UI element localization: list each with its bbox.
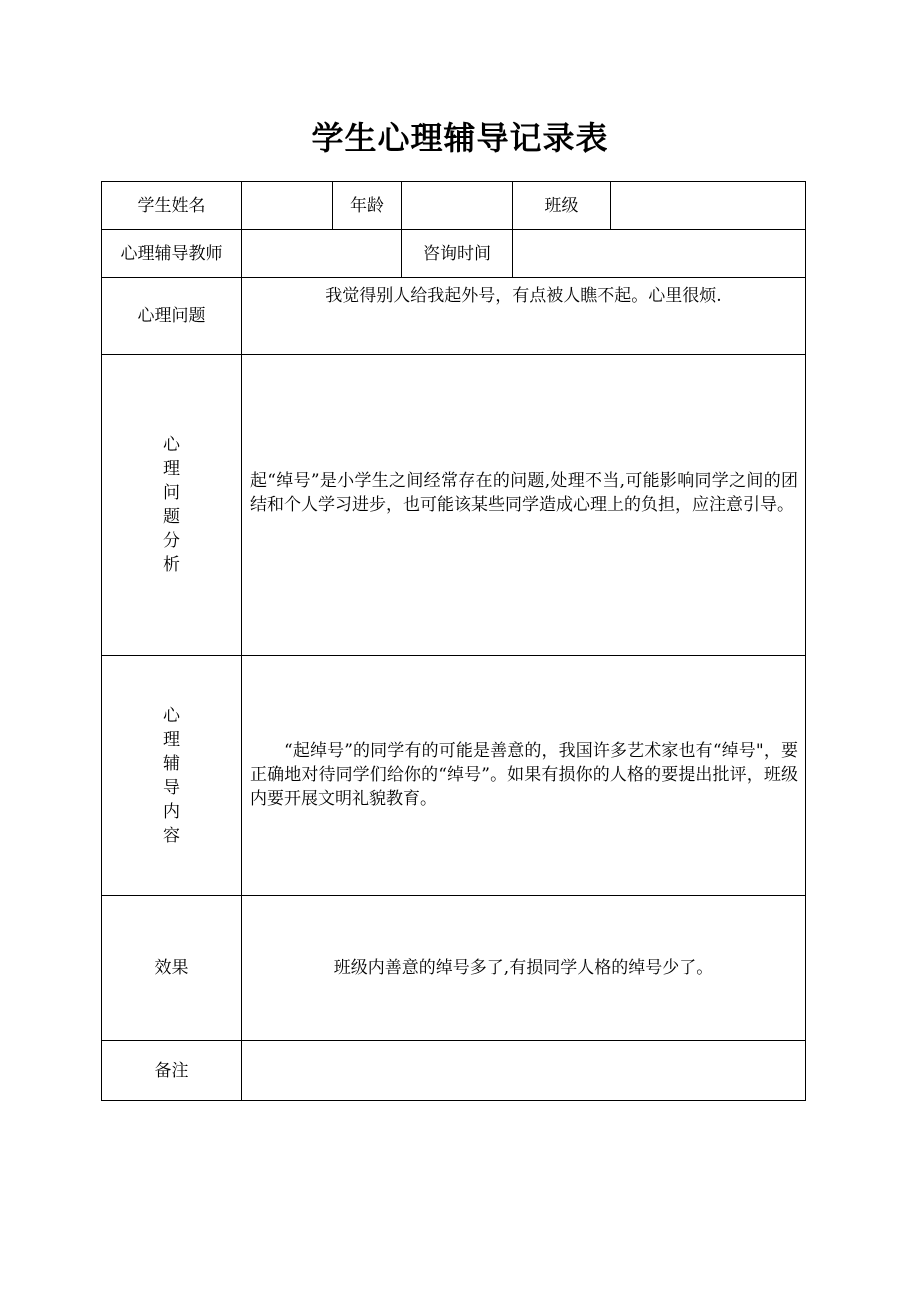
analysis-label-char: 析: [163, 555, 180, 575]
problem-label: 心理问题: [137, 306, 206, 326]
effect-label: 效果: [154, 958, 189, 978]
counselor-field[interactable]: [242, 230, 401, 277]
effect-text: 班级内善意的绰号多了,有损同学人格的绰号少了。: [333, 958, 714, 978]
remarks-field[interactable]: [242, 1041, 805, 1100]
age-label: 年龄: [350, 195, 384, 216]
consult-time-label: 咨询时间: [423, 243, 491, 264]
consult-time-field[interactable]: [513, 230, 805, 277]
student-name-field[interactable]: [242, 182, 332, 229]
analysis-label-char: 理: [163, 459, 180, 479]
page-title: 学生心理辅导记录表: [311, 119, 609, 157]
guidance-label-char: 内: [163, 801, 180, 822]
table-border: [805, 181, 806, 1101]
problem-text: 我觉得别人给我起外号，有点被人瞧不起。心里很烦.: [325, 286, 722, 306]
counselor-label: 心理辅导教师: [120, 243, 223, 264]
remarks-label: 备注: [154, 1060, 189, 1081]
guidance-label: [102, 656, 241, 895]
analysis-label-char: 题: [163, 507, 180, 527]
table-border: [101, 1100, 806, 1101]
analysis-label-char: 分: [163, 531, 180, 551]
analysis-label-char: 心: [163, 435, 180, 455]
guidance-label-char: 辅: [163, 753, 180, 774]
guidance-label-char: 理: [163, 729, 180, 750]
guidance-label-char: 容: [163, 825, 180, 846]
analysis-label-char: 问: [163, 483, 180, 503]
guidance-text: “起绰号”的同学有的可能是善意的，我国许多艺术家也有“绰号"，要正确地对待同学们给你的“绰号”。如果有损你的人格的要提出批评，班级内要开展文明礼貌教育。: [250, 741, 798, 809]
analysis-text: 起“绰号”是小学生之间经常存在的问题,处理不当,可能影响同学之间的团结和个人学习进步，也可能该某些同学造成心理上的负担，应注意引导。: [250, 471, 798, 515]
guidance-label-char: 心: [163, 705, 180, 726]
age-field[interactable]: [402, 182, 512, 229]
guidance-label-char: 导: [163, 777, 180, 798]
class-field[interactable]: [611, 182, 805, 229]
student-name-label: 学生姓名: [137, 195, 206, 216]
class-label: 班级: [544, 195, 579, 216]
analysis-label: [102, 355, 241, 655]
